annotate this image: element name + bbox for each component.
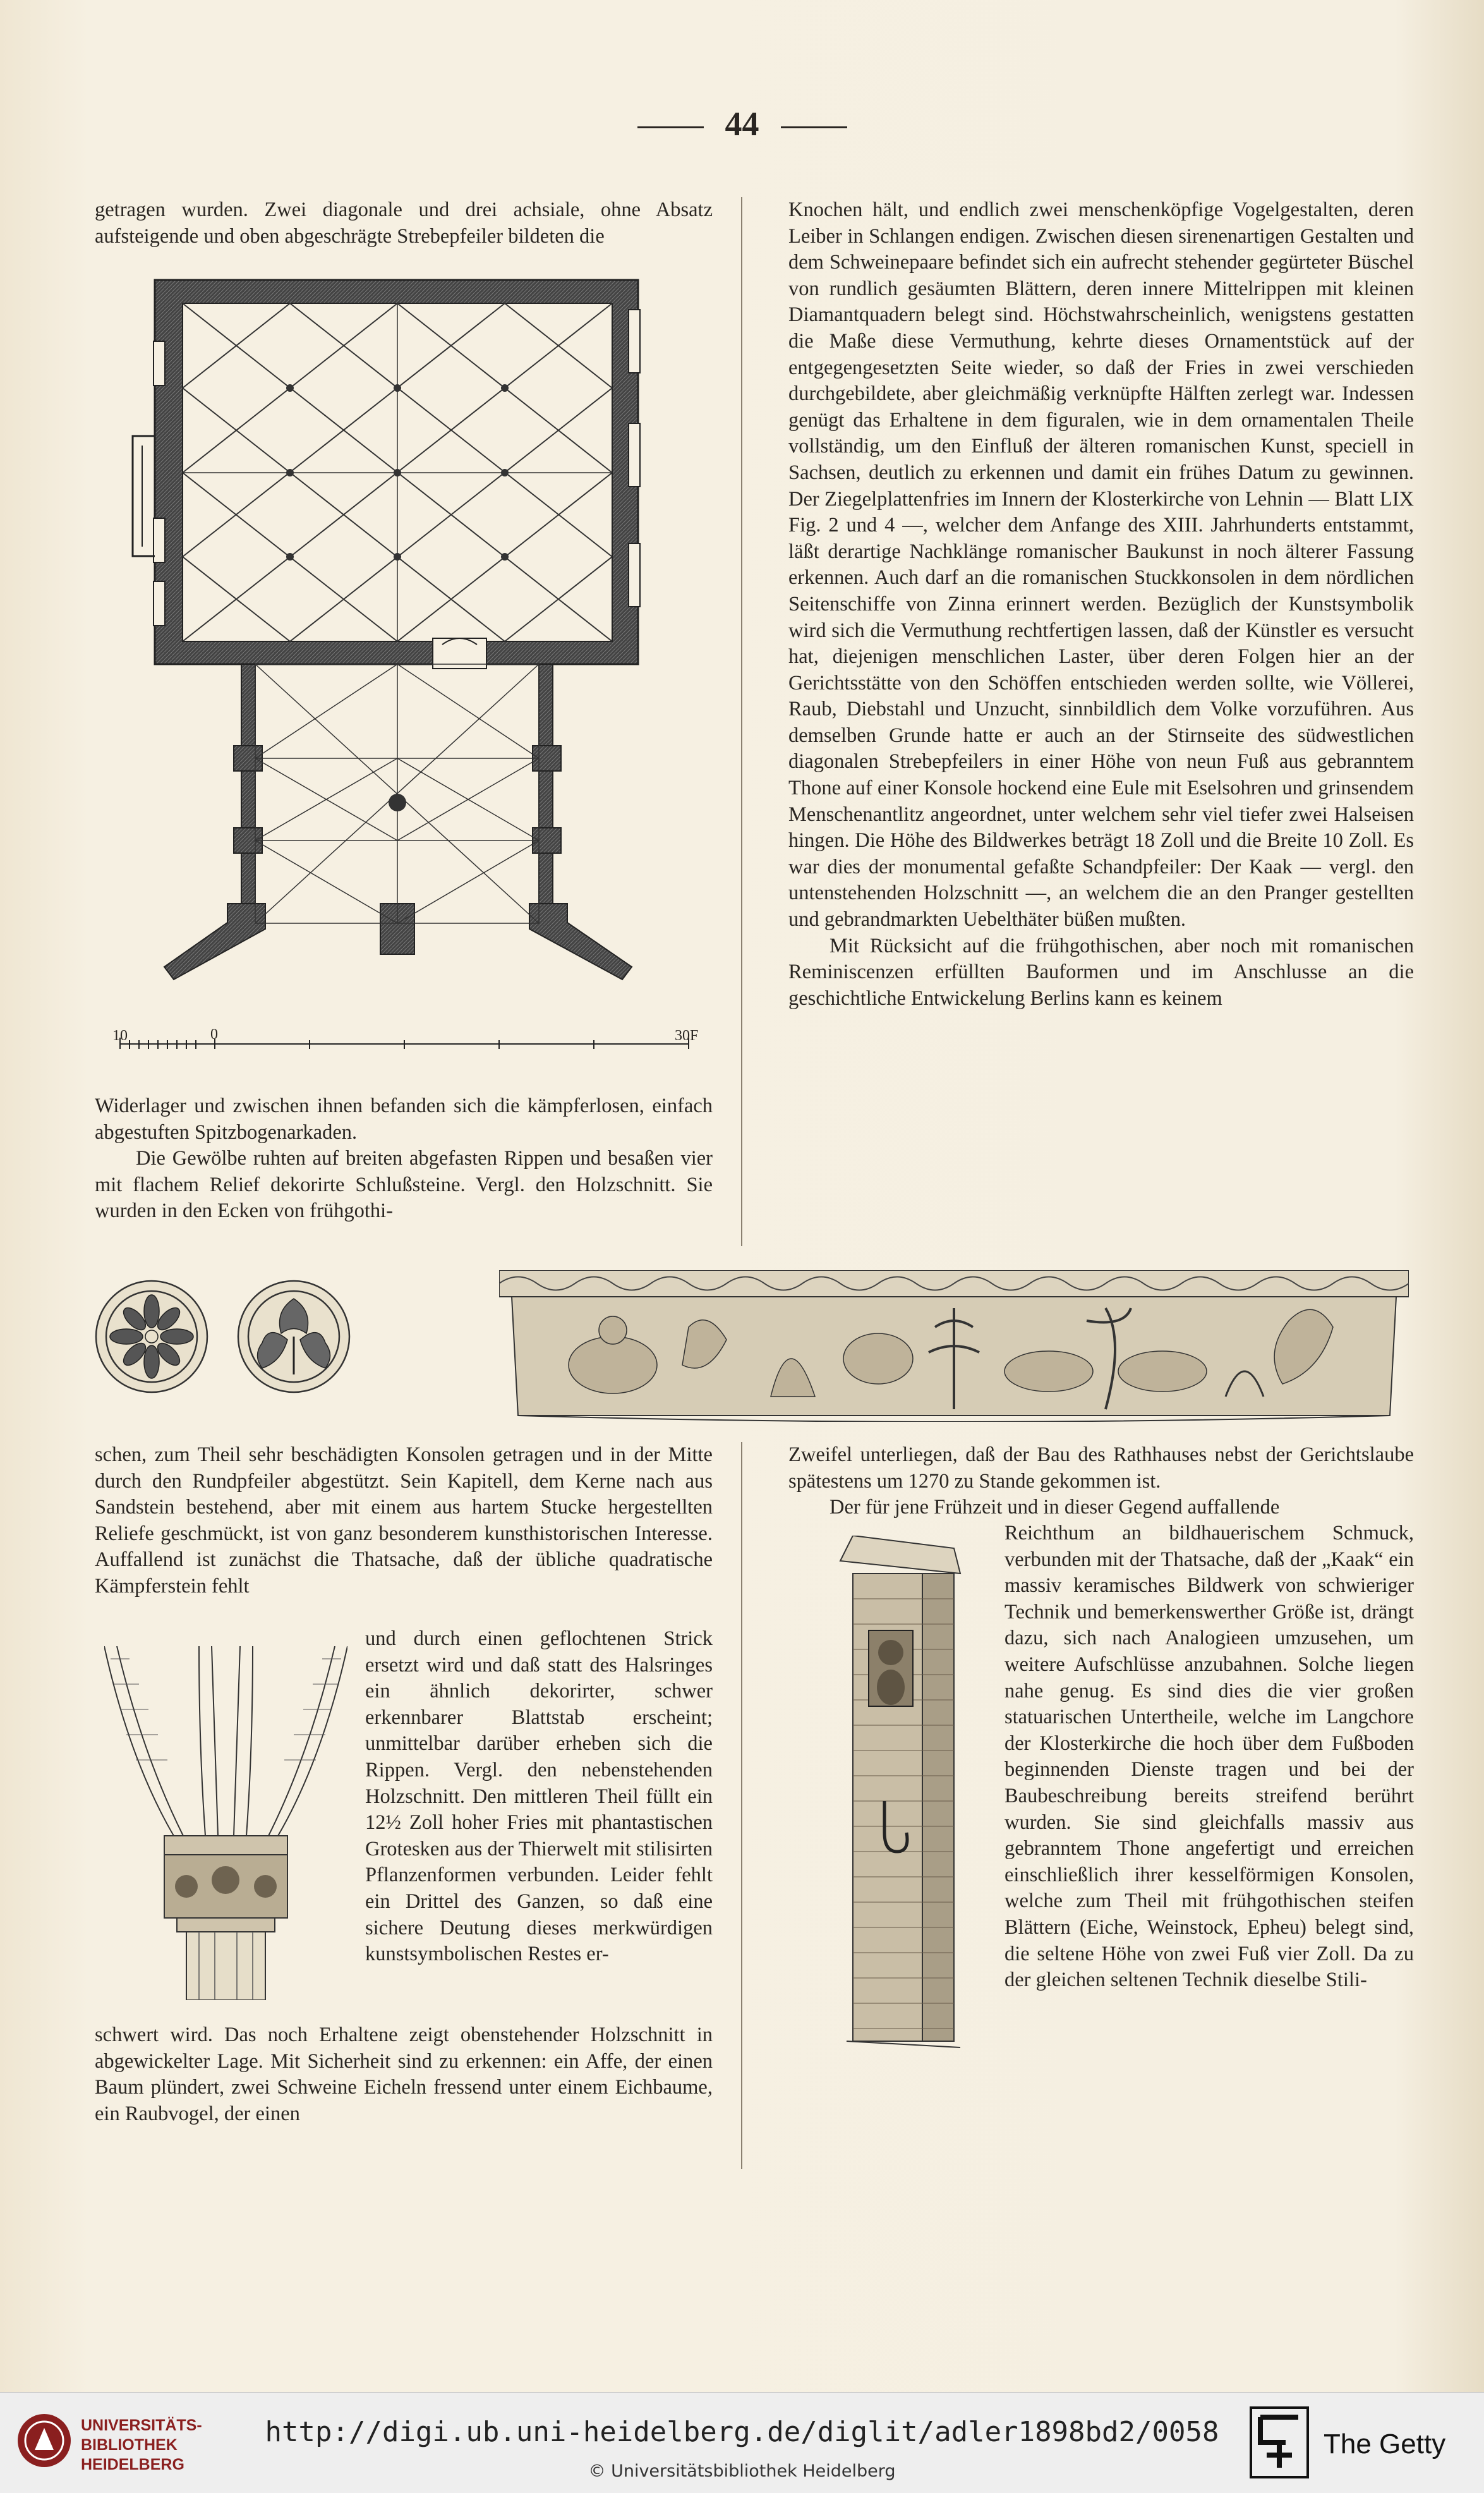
library-name-line: UNIVERSITÄTS- (81, 2417, 202, 2434)
floor-plan-figure (107, 265, 708, 1074)
left-column-top (95, 197, 713, 250)
paragraph: Reichthum an bildhauerischem Schmuck, verbunden mit der Thatsache, daß der „Kaak“ ein massiv keramisches Bildwerk von schwieriger Technik und bemerkenswerther Größe ist, drängt dazu, sich nach Analogieen umzusehen, um weitere Aufschlüsse anzubahnen. Solche liegen nahe genug. Es sind dies die vier großen statuarischen Untertheile, welche im Langchore der Klosterkirche die hoch über dem Fußboden beginnenden Dienste tragen und bei der Baubeschreibung bereits streifend berührt wurden. Sie sind gleichfalls massiv aus gebranntem Thone angefertigt und erreichen einschließlich ihrer kesselförmigen Konsolen, welche zum Theil mit frühgothischen steifen Blättern (Eiche, Weinstock, Epheu) belegt sind, die seltene Höhe von zwei Fuß vier Zoll. Da zu der gleichen seltenen Technik dieselbe Stili- (1004, 1522, 1414, 1992)
page-number-header (0, 104, 1484, 143)
paragraph: Die Gewölbe ruhten auf breiten abgefasten Rippen und besaßen vier mit flachem Relief dekorirte Schlußsteine. Vergl. den Holzschnitt. Sie wurden in den Ecken von frühgothi- (95, 1147, 713, 1223)
scale-label-end: 30F (675, 1028, 699, 1044)
keystone-figures (92, 1273, 496, 1400)
left-column-bottom-wrap (365, 1626, 713, 1968)
frieze-drawing (499, 1270, 1409, 1422)
header-rule-left (637, 126, 704, 128)
paragraph: und durch einen geflochtenen Strick ersetzt wird und daß statt des Halsringes ein ähnlich dekorirter, schwer erkennbarer Blattstab erscheint; unmittelbar darüber erheben sich die Rippen. Vergl. den nebenstehenden Holzschnitt. Den mittleren Theil füllt ein 12½ Zoll hoher Fries mit phantastischen Grotesken aus der Thierwelt mit stilisirten Pflanzenformen verbunden. Leider fehlt ein Drittel des Ganzen, so daß eine sichere Deutung dieses merkwürdigen kunstsymbolischen Restes er- (365, 1627, 713, 1966)
scale-label-start: 10 (112, 1028, 128, 1044)
library-name-line: BIBLIOTHEK (81, 2436, 178, 2454)
paragraph: Widerlager und zwischen ihnen befanden sich die kämpferlosen, einfach abgestuften Spitzbogenarkaden. (95, 1095, 713, 1144)
paragraph: getragen wurden. Zwei diagonale und drei achsiale, ohne Absatz aufsteigende und oben abgeschrägte Strebepfeiler bildeten die (95, 198, 713, 248)
capital-drawing (104, 1646, 347, 2000)
column-rule (741, 197, 742, 1246)
left-column-bottom-end (95, 2022, 713, 2127)
copyright-notice: © Universitätsbibliothek Heidelberg (588, 2461, 896, 2481)
digitization-footer (0, 2392, 1484, 2493)
source-url-link[interactable]: http://digi.ub.uni-heidelberg.de/diglit/adler1898bd2/0058 (265, 2416, 1219, 2448)
left-column-mid (95, 1093, 713, 1225)
header-rule-right (781, 126, 847, 128)
paragraph: schwert wird. Das noch Erhaltene zeigt obenstehender Holzschnitt in abgewickelter Lage. Mit Sicherheit sind zu erkennen: ein Affe, der einen Baum plündert, zwei Schweine Eicheln fressend unter einem Eichbaume, ein Raubvogel, der einen (95, 2023, 713, 2125)
frieze-woodcut (499, 1270, 1409, 1422)
paragraph: schen, zum Theil sehr beschädigten Konsolen getragen und in der Mitte durch den Rundpfeiler abgestützt. Sein Kapitell, dem Kerne nach aus Sandstein bestehend, aber mit einem aus hartem Stucke hergestellten Reliefe geschmückt, ist von ganz besonderem kunsthistorischen Interesse. Auffallend ist zunächst die Thatsache, daß der übliche quadratische Kämpferstein fehlt (95, 1443, 713, 1598)
getty-name: The Getty (1324, 2429, 1446, 2460)
getty-logo-icon (1248, 2405, 1311, 2480)
column-rule-bottom (741, 1442, 742, 2169)
right-column-top (788, 197, 1414, 1012)
paragraph: Zweifel unterliegen, daß der Bau des Rathhauses nebst der Gerichtslaube spätestens um 1270 zu Stande gekommen ist. (788, 1443, 1414, 1493)
page-number: 44 (725, 105, 759, 143)
capital-woodcut (104, 1646, 347, 2000)
right-column-bottom-wrap (1004, 1520, 1414, 1994)
kaak-woodcut (834, 1536, 973, 2054)
keystone-drawing (92, 1273, 496, 1400)
paragraph: Der für jene Frühzeit und in dieser Gegend auffallende (829, 1496, 1280, 1519)
floor-plan-drawing (107, 265, 708, 1074)
paragraph: Knochen hält, und endlich zwei menschenköpfige Vogelgestalten, deren Leiber in Schlangen endigen. Zwischen diesen sirenenartigen Gestalten und dem Schweinepaare befindet sich ein aufrecht stehender gegürteter Büschel von rundlich gesäumten Blättern, deren innere Mittelrippen mit kleinen Diamantquadern belegt sind. Höchstwahrscheinlich, wenigstens gestatten die Maße diese Vermuthung, kehrte dieses Ornamentstück auf der entgegengesetzten Seite wieder, so daß der Fries in zwei verschieden durchgebildete, aber gleichmäßig verknüpfte Hälften zerlegt war. Indessen genügt das Erhaltene in dem figuralen, wie in dem ornamentalen Theile vollständig, um den Einfluß der älteren romanischen Kunst, speciell in Sachsen, deutlich zu erkennen und damit ein frühes Datum zu gewinnen. Der Ziegelplattenfries im Innern der Klosterkirche von Lehnin — Blatt LIX Fig. 2 und 4 —, welcher dem Anfange des XIII. Jahrhunderts entstammt, läßt derartige Nachklänge romanischer Baukunst in noch älterer Fassung erkennen. Auch darf an die romanischen Stuckkonsolen in dem nördlichen Seitenschiffe von Zinna erinnert werden. Bezüglich der Kunstsymbolik wird sich die Vermuthung rechtfertigen lassen, daß der Künstler es versucht hat, diejenigen menschlichen Laster, über deren Folgen hier an der Gerichtsstätte von den Schöffen entschieden werden sollte, wie Völlerei, Raub, Diebstahl und Unzucht, sinnbildlich dem Volke vorzuführen. Aus demselben Grunde hatte er auch an der Stirnseite des südwestlichen diagonalen Strebepfeilers in einer Höhe von neun Fuß aus gebranntem Thone auf einer Konsole hockend eine Eule mit Eselsohren und grinsendem Menschenantlitz angeordnet, unter welchem sehr viel tiefer zwei Halseisen hingen. Die Höhe des Bildwerkes beträgt 18 Zoll und die Breite 10 Zoll. Es war dies der monumental gefaßte Schandpfeiler: Der Kaak — vergl. den untenstehenden Holzschnitt —, an welchem die an den Pranger gestellten und gebrandmarkten Uebelthäter büßen mußten. (788, 198, 1414, 931)
right-column-bottom-top (788, 1442, 1414, 1521)
left-column-bottom-top (95, 1442, 713, 1600)
library-name-line: HEIDELBERG (81, 2456, 184, 2473)
kaak-drawing (834, 1536, 973, 2054)
scale-label-mid: 0 (210, 1026, 218, 1043)
paragraph: Mit Rücksicht auf die frühgothischen, aber noch mit romanischen Reminiscenzen erfüllten Bauformen und im Anschlusse an die geschichtliche Entwickelung Berlins kann es keinem (788, 934, 1414, 1010)
